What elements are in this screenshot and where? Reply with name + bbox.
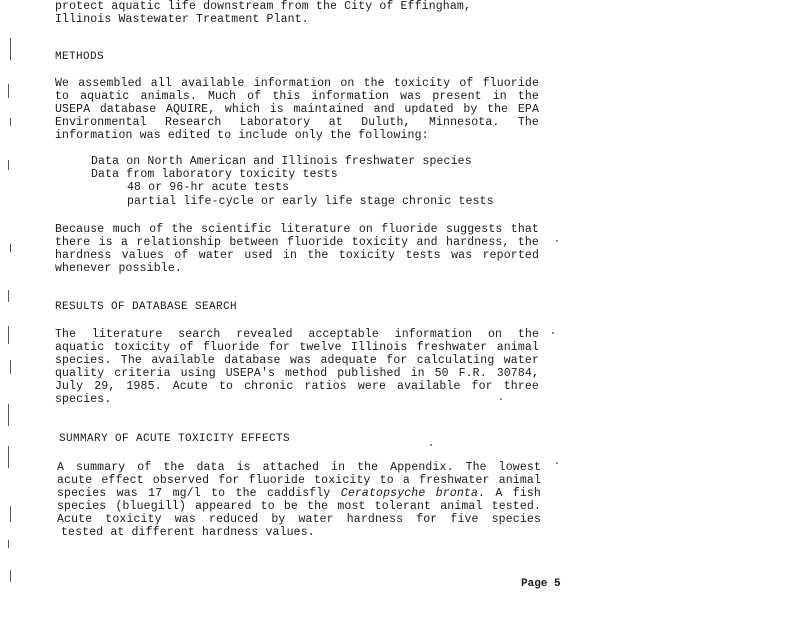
methods-para1-line: Environmental Research Laboratory at Duluth, Minnesota. The: [55, 116, 539, 129]
page-number: Page 5: [521, 578, 561, 590]
scan-speck: [552, 332, 554, 334]
summary-line: species (bluegill) appeared to be the most tolerant animal tested.: [57, 500, 541, 513]
summary-line-species: [57, 487, 541, 500]
methods-paragraph-1: [55, 77, 539, 142]
methods-list-item: Data on North American and Illinois freshwater species: [91, 155, 472, 168]
results-heading: RESULTS OF DATABASE SEARCH: [55, 301, 238, 313]
summary-line: tested at different hardness values.: [61, 526, 315, 539]
scan-speck: [556, 240, 558, 242]
summary-paragraph: [57, 461, 541, 539]
scan-margin-mark: [8, 160, 9, 170]
results-line: aquatic toxicity of fluoride for twelve Illinois freshwater animal: [55, 341, 539, 354]
methods-para1-line: USEPA database AQUIRE, which is maintained and updated by the EPA: [55, 103, 539, 116]
scan-margin-mark: [10, 506, 11, 522]
scan-margin-mark: [8, 326, 9, 344]
summary-line-text: species was 17 mg/l to the caddisfly: [57, 487, 341, 500]
methods-heading: METHODS: [55, 51, 105, 63]
scan-margin-mark: [10, 360, 11, 374]
intro-line-2: Illinois Wastewater Treatment Plant.: [55, 13, 309, 26]
intro-line-1: protect aquatic life downstream from the City of Effingham,: [55, 0, 472, 13]
methods-para2-line: there is a relationship between fluoride toxicity and hardness, the: [55, 236, 539, 249]
scan-margin-mark: [8, 404, 9, 426]
results-line: quality criteria using USEPA's method published in 50 F.R. 30784,: [55, 367, 539, 380]
scan-margin-mark: [8, 540, 9, 548]
methods-para2-line: hardness values of water used in the toxicity tests was reported: [55, 249, 539, 262]
scan-margin-mark: [10, 118, 11, 126]
scan-speck: [556, 462, 558, 464]
scan-margin-mark: [8, 446, 9, 468]
methods-paragraph-2: [55, 223, 539, 275]
results-line: species.: [55, 393, 112, 406]
results-paragraph: [55, 328, 539, 406]
methods-sublist-item: partial life-cycle or early life stage chronic tests: [127, 195, 494, 208]
methods-para1-line: We assembled all available information on the toxicity of fluoride: [55, 77, 539, 90]
scan-margin-mark: [8, 84, 9, 98]
summary-line: acute effect observed for fluoride toxicity to a freshwater animal: [57, 474, 541, 487]
methods-para1-line: to aquatic animals. Much of this information was present in the: [55, 90, 539, 103]
scan-margin-mark: [8, 290, 9, 302]
scan-margin-mark: [10, 244, 11, 252]
summary-heading: SUMMARY OF ACUTE TOXICITY EFFECTS: [59, 433, 291, 445]
results-line: The literature search revealed acceptable information on the: [55, 328, 539, 341]
species-name: Ceratopsyche bronta: [340, 487, 479, 500]
scan-margin-mark: [10, 570, 11, 582]
methods-sublist-item: 48 or 96-hr acute tests: [127, 181, 290, 194]
summary-line-text: . A fish: [478, 487, 541, 500]
methods-para2-line: Because much of the scientific literature on fluoride suggests that: [55, 223, 539, 236]
results-line: species. The available database was adequate for calculating water: [55, 354, 539, 367]
summary-line: Acute toxicity was reduced by water hardness for five species: [57, 513, 541, 526]
summary-line: A summary of the data is attached in the Appendix. The lowest: [57, 461, 541, 474]
methods-para1-line: information was edited to include only the following:: [55, 129, 429, 142]
results-line: July 29, 1985. Acute to chronic ratios were available for three: [55, 380, 539, 393]
scan-margin-mark: [10, 38, 11, 60]
scan-speck: [430, 444, 432, 446]
methods-para2-line: whenever possible.: [55, 262, 182, 275]
methods-list-item: Data from laboratory toxicity tests: [91, 168, 338, 181]
